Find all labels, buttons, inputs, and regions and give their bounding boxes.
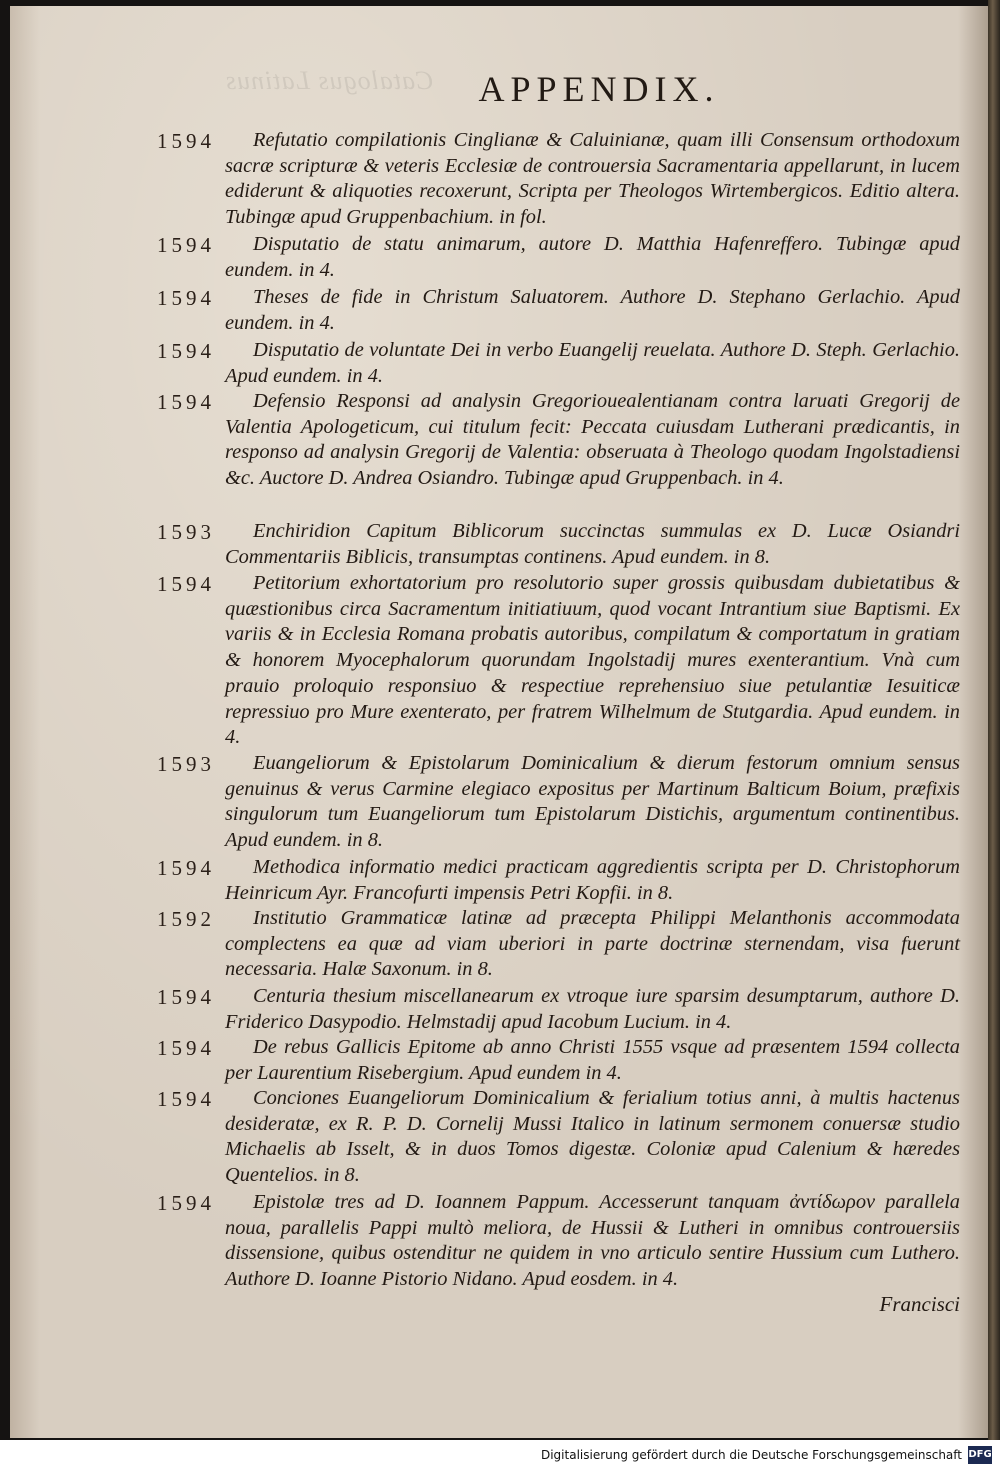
- entry-year: 1594: [157, 129, 215, 153]
- bleed-through-text: Catalogus Latinus: [225, 66, 434, 95]
- footer-bar: [0, 1440, 1000, 1473]
- book-page: [10, 6, 988, 1438]
- entry-year: 1593: [157, 752, 215, 776]
- entry-year: 1594: [157, 1087, 215, 1111]
- entry-text: Disputatio de statu animarum, autore D. Matthia Hafenreffero. Tubingæ apud eundem. in 4.: [225, 233, 960, 281]
- entry-text: Methodica informatio medici practicam aggredientis scripta per D. Christophorum Heinricum Ayr. Francofurti impensis Petri Kopfii. in 8.: [225, 856, 960, 904]
- entry-text: Petitorium exhortatorium pro resolutorio super grossis quibusdam dubietatibus & quæstionibus circa Sacramentum initiatiuum, quod vocant Intrantium siue Baptismi. Ex variis & in Ecclesia Romana probatis autoribus, compilatum & comportatum in gratiam & honorem Myocephalorum quorundam Ingolstadij mures exenterantium. Vnà cum prauio proloquio responsiuo & respectiue reprehensiuo siue petulantiæ Iesuiticæ repressiuo pro Mure exenterato, per fratrem Wilhelmum de Stutgardia. Apud eundem. in 4.: [225, 572, 960, 749]
- entry-year: 1594: [157, 339, 215, 363]
- entry-text: Euangeliorum & Epistolarum Dominicalium & dierum festorum omnium sensus genuinus & verus Carmine elegiaco expositus per Martinum Balticum Boium, præfixis singulorum tum Euangeliorum tum Epistolarum Distichis, argumentum continentibus. Apud eundem. in 8.: [225, 752, 960, 852]
- entry-text: Disputatio de voluntate Dei in verbo Euangelij reuelata. Authore D. Steph. Gerlachio. Apud eundem. in 4.: [225, 339, 960, 387]
- entry-year: 1594: [157, 286, 215, 310]
- page-edge: [988, 0, 1000, 1440]
- footer-credit: Digitalisierung gefördert durch die Deutsche Forschungsgemeinschaft: [540, 1448, 962, 1462]
- entry-text: Centuria thesium miscellanearum ex vtroque iure sparsim desumptarum, authore D. Friderico Dasypodio. Helmstadij apud Iacobum Lucium. in 4.: [225, 985, 960, 1033]
- entry-year: 1594: [157, 233, 215, 257]
- entry-text: Institutio Grammaticæ latinæ ad præcepta Philippi Melanthonis accommodata complectens ea quæ ad viam uberiori in parte doctrinæ sternendam, visa fuerunt necessaria. Halæ Saxonum. in 8.: [225, 907, 960, 981]
- entry-year: 1594: [157, 390, 215, 414]
- entry-year: 1594: [157, 856, 215, 880]
- entry-year: 1594: [157, 985, 215, 1009]
- entry-text: Conciones Euangeliorum Dominicalium & ferialium totius anni, à multis hactenus desideratæ, ex R. P. D. Cornelij Mussi Italico in latinum sermonem conuersæ studio Michaelis ab Isselt, & in duos Tomos digestæ. Coloniæ apud Calenium & hæredes Quentelios. in 8.: [225, 1087, 960, 1187]
- entry-year: 1592: [157, 907, 215, 931]
- entry-year: 1593: [157, 520, 215, 544]
- catchword: Francisci: [879, 1292, 960, 1316]
- entry-year: 1594: [157, 1036, 215, 1060]
- page-heading: APPENDIX.: [478, 69, 720, 109]
- entry-text: De rebus Gallicis Epitome ab anno Christi 1555 vsque ad præsentem 1594 collecta per Laurentium Risebergium. Apud eundem in 4.: [225, 1036, 960, 1084]
- entry-text: Epistolæ tres ad D. Ioannem Pappum. Accesserunt tanquam ἀντίδωρον parallela noua, parallelis Pappi multò meliora, de Hussii & Lutheri in omnibus controuersiis dissensione, quibus ostenditur ne quidem in vno articulo sentire Hussium cum Luthero. Authore D. Ioanne Pistorio Nidano. Apud eosdem. in 4.: [225, 1191, 960, 1291]
- entry-year: 1594: [157, 1191, 215, 1215]
- dfg-logo: DFG: [968, 1446, 992, 1464]
- entry-text: Theses de fide in Christum Saluatorem. Authore D. Stephano Gerlachio. Apud eundem. in 4.: [225, 286, 960, 334]
- entry-text: Defensio Responsi ad analysin Gregoriouealentianam contra laruati Gregorij de Valentia Apologeticum, cui titulum fecit: Peccata cuiusdam Lutherani prædicantis, in responso ad analysin Gregorij de Valentia: obseruata à Theologo quodam Ingolstadiensi &c. Auctore D. Andrea Osiandro. Tubingæ apud Gruppenbach. in 4.: [225, 390, 960, 490]
- entry-text: Refutatio compilationis Cinglianæ & Caluinianæ, quam illi Consensum orthodoxum sacræ scripturæ & veteris Ecclesiæ de controuersia Sacramentaria appellarunt, in lucem ediderunt & aliquoties recoxerunt, Scripta per Theologos Wirtembergicos. Editio altera. Tubingæ apud Gruppenbachium. in fol.: [225, 129, 960, 229]
- entry-year: 1594: [157, 572, 215, 596]
- entry-text: Enchiridion Capitum Biblicorum succinctas summulas ex D. Lucæ Osiandri Commentariis Biblicis, transumptas continens. Apud eundem. in 8.: [225, 520, 960, 568]
